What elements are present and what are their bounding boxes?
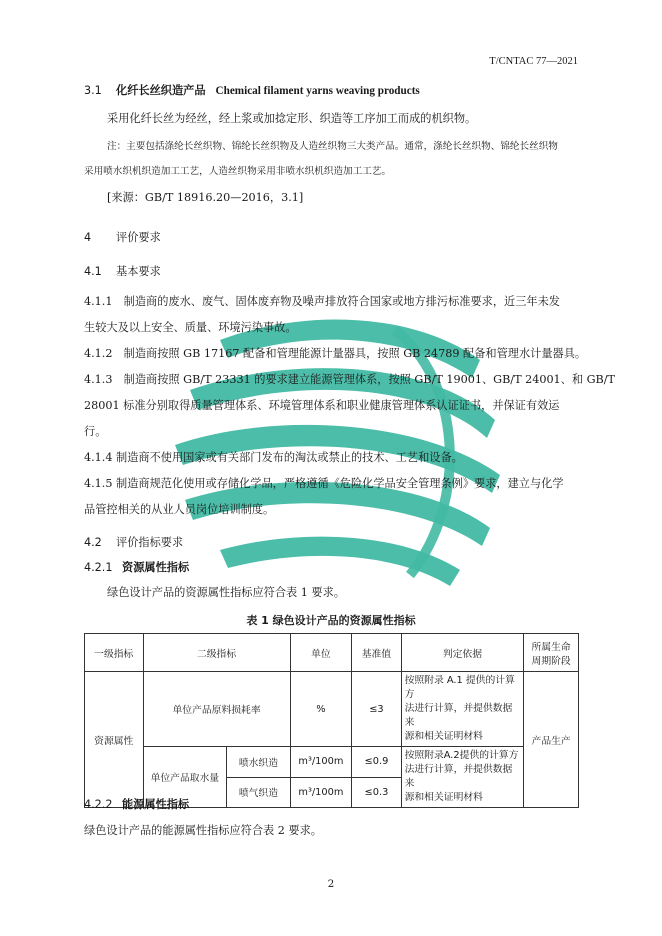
section-title: 评价指标要求 xyxy=(116,536,184,549)
indicator-cell: 单位产品原料损耗率 xyxy=(143,672,290,747)
header-level1: 一级指标 xyxy=(85,634,144,672)
section-number: 3.1 xyxy=(84,84,102,97)
section-number: 4.2.1 xyxy=(84,561,113,574)
sub-indicator-cell: 喷水织造 xyxy=(227,747,290,778)
basis-cell xyxy=(401,672,524,747)
definition-note-line-1: 注：主要包括涤纶长丝织物、锦纶长丝织物及人造丝织物三大类产品。通常，涤纶长丝织物、锦纶长丝织物 xyxy=(107,141,558,152)
basis-line-1: 按照附录A.2提供的计算方 xyxy=(404,750,519,761)
table-1-caption: 表 1 绿色设计产品的资源属性指标 xyxy=(246,614,416,627)
page-number: 2 xyxy=(327,878,335,890)
header-stage-line-1: 所属生命 xyxy=(531,641,571,653)
clause-4-1-2-line-1: 4.1.2 制造商按照 GB 17167 配备和管理能源计量器具，按照 GB 24789 配备和管理水计量器具。 xyxy=(84,347,587,360)
resource-indicator-table xyxy=(84,633,579,808)
section-number: 4.1 xyxy=(84,265,102,278)
section-4-2-1-body: 绿色设计产品的资源属性指标应符合表 1 要求。 xyxy=(107,586,345,599)
section-4-heading xyxy=(84,230,582,245)
unit-cell: % xyxy=(290,672,352,747)
basis-line-3: 源和相关证明材料 xyxy=(404,792,483,803)
unit-cell: m³/100m xyxy=(290,777,352,808)
baseline-cell: ≤3 xyxy=(352,672,401,747)
definition-source: [来源：GB/T 18916.20—2016，3.1] xyxy=(107,191,304,204)
level1-cell: 资源属性 xyxy=(85,672,144,808)
section-title: 基本要求 xyxy=(116,265,161,278)
basis-line-2: 法进行计算，并提供数据来 xyxy=(404,703,513,728)
standard-code-header: T/CNTAC 77—2021 xyxy=(489,56,578,67)
table-header-row xyxy=(85,634,579,672)
section-4-2-2-heading xyxy=(84,797,582,812)
basis-line-3: 源和相关证明材料 xyxy=(404,731,483,742)
section-4-2-heading xyxy=(84,535,582,550)
section-number: 4.2.2 xyxy=(84,798,113,811)
table-row xyxy=(85,672,579,747)
section-4-2-2-body: 绿色设计产品的能源属性指标应符合表 2 要求。 xyxy=(84,824,322,837)
section-4-2-1-heading xyxy=(84,560,582,575)
clause-4-1-4-line-1: 4.1.4 制造商不使用国家或有关部门发布的淘汰或禁止的技术、工艺和设备。 xyxy=(84,451,463,464)
baseline-cell: ≤0.9 xyxy=(352,747,401,778)
definition-body: 采用化纤长丝为经丝，经上浆或加捻定形、织造等工序加工而成的机织物。 xyxy=(107,112,477,125)
basis-line-1: 按照附录 A.1 提供的计算方 xyxy=(404,675,515,700)
table-row xyxy=(85,747,579,778)
header-stage-line-2: 周期阶段 xyxy=(531,655,571,667)
clause-4-1-1-line-2: 生较大及以上安全、质量、环境污染事故。 xyxy=(84,321,297,334)
header-basis: 判定依据 xyxy=(401,634,524,672)
header-baseline: 基准值 xyxy=(352,634,401,672)
baseline-cell: ≤0.3 xyxy=(352,777,401,808)
section-title: 评价要求 xyxy=(116,231,161,244)
section-title: 能源属性指标 xyxy=(122,798,190,811)
clause-4-1-3-line-2: 28001 标准分别取得质量管理体系、环境管理体系和职业健康管理体系认证证书，并保证有效运 xyxy=(84,399,560,412)
header-level2: 二级指标 xyxy=(143,634,290,672)
section-4-1-heading xyxy=(84,264,582,279)
clause-4-1-3-line-3: 行。 xyxy=(84,425,107,438)
clause-4-1-1-line-1: 4.1.1 制造商的废水、废气、固体废弃物及噪声排放符合国家或地方排污标准要求，近三年未发 xyxy=(84,295,560,308)
section-title-cn: 化纤长丝织造产品 xyxy=(116,84,206,97)
definition-note-line-2: 采用喷水织机织造加工工艺，人造丝织物采用非喷水织机织造加工工艺。 xyxy=(84,166,391,177)
section-title: 资源属性指标 xyxy=(122,561,190,574)
section-3-1-heading xyxy=(84,83,582,99)
header-stage xyxy=(524,634,579,672)
clause-4-1-5-line-2: 品管控相关的从业人员岗位培训制度。 xyxy=(84,503,275,516)
section-title-en: Chemical filament yarns weaving products xyxy=(215,85,420,97)
header-unit: 单位 xyxy=(290,634,352,672)
section-number: 4.2 xyxy=(84,536,102,549)
unit-cell: m³/100m xyxy=(290,747,352,778)
basis-line-2: 法进行计算，并提供数据来 xyxy=(404,764,513,789)
sub-indicator-cell: 喷气织造 xyxy=(227,777,290,808)
section-number: 4 xyxy=(84,231,92,244)
clause-4-1-5-line-1: 4.1.5 制造商规范化使用或存储化学品，严格遵循《危险化学品安全管理条例》要求，建立与化学 xyxy=(84,477,564,490)
stage-cell: 产品生产 xyxy=(524,672,579,808)
indicator-cell: 单位产品取水量 xyxy=(143,747,227,808)
clause-4-1-3-line-1: 4.1.3 制造商按照 GB/T 23331 的要求建立能源管理体系，按照 GB/T 19001、GB/T 24001、和 GB/T xyxy=(84,373,615,386)
